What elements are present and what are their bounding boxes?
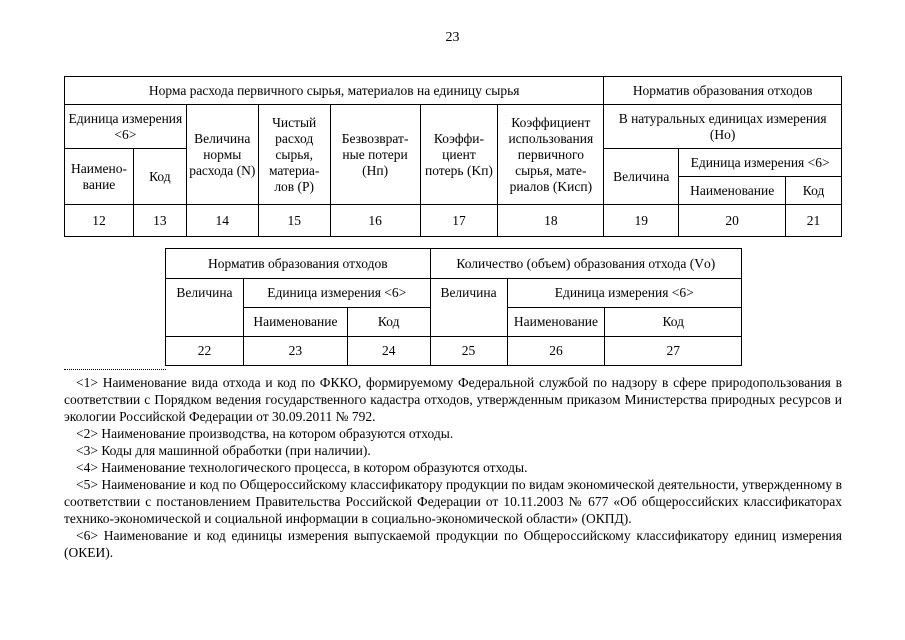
header-waste-value: Величина (604, 149, 679, 205)
header-norm-unit: Единица измерения <6> (243, 279, 430, 308)
header-waste-norm: Норматив образования отходов (166, 249, 431, 279)
header-unit-name: Наимено-вание (65, 149, 134, 205)
column-number: 25 (430, 337, 507, 366)
header-natural-units: В натуральных единицах измерения (Hо) (604, 105, 842, 149)
column-number: 18 (498, 205, 604, 237)
footnote-2: <2> Наименование производства, на котором образуются отходы. (76, 426, 454, 441)
column-number: 23 (243, 337, 347, 366)
header-unit-code: Код (133, 149, 186, 205)
footnote-1: <1> Наименование вида отхода и код по ФККО, формируемому Федеральной службой по надзору в сфере природопользования в соответствии с Порядком ведения государственного кадастра отходов, утвержденным приказом Министерства природных ресурсов и экологии Российской Федерации от 30.09.2011 № 792. (64, 375, 842, 424)
header-usage-coefficient: Коэффициент использования первичного сырья, мате-риалов (Kисп) (498, 105, 604, 205)
header-irrecoverable-loss: Безвозврат-ные потери (Hп) (330, 105, 420, 205)
column-number: 22 (166, 337, 244, 366)
waste-quantity-table (165, 248, 742, 366)
header-norm-unit-code: Код (347, 308, 430, 337)
column-number: 16 (330, 205, 420, 237)
footnote-6: <6> Наименование и код единицы измерения выпускаемой продукции по Общероссийскому классификатору единиц измерения (ОКЕИ). (64, 528, 842, 560)
column-number: 13 (133, 205, 186, 237)
page-number: 23 (445, 30, 460, 45)
footnote-3: <3> Коды для машинной обработки (при наличии). (76, 443, 371, 458)
header-waste-unit-code: Код (786, 177, 842, 205)
footnote-5: <5> Наименование и код по Общероссийскому классификатору продукции по видам экономической деятельности, утвержденному в соответствии с постановлением Правительства Российской Федерации от 10.11.2003 № 677 «Об общероссийских классификаторах технико-экономической и социальной информации в социально-экономической области» (ОКПД). (64, 477, 842, 526)
header-quantity-unit-code: Код (605, 308, 742, 337)
header-quantity-value: Величина (430, 279, 507, 337)
header-quantity-unit: Единица измерения <6> (507, 279, 742, 308)
header-waste-quantity: Количество (объем) образования отхода (Vо) (430, 249, 741, 279)
column-number: 17 (420, 205, 498, 237)
header-norm-unit-name: Наименование (243, 308, 347, 337)
column-number: 19 (604, 205, 679, 237)
column-number: 26 (507, 337, 605, 366)
header-norm-value: Величина нормы расхода (N) (186, 105, 258, 205)
header-norm-value: Величина (166, 279, 244, 337)
header-consumption-norm: Норма расхода первичного сырья, материалов на единицу сырья (65, 77, 604, 105)
footnote-4: <4> Наименование технологического процесса, в котором образуются отходы. (76, 460, 528, 475)
consumption-norm-table (64, 76, 842, 237)
header-unit: Единица измерения <6> (65, 105, 187, 149)
column-number: 12 (65, 205, 134, 237)
header-waste-unit-name: Наименование (679, 177, 786, 205)
header-loss-coefficient: Коэффи-циент потерь (Kп) (420, 105, 498, 205)
column-number: 24 (347, 337, 430, 366)
column-number: 14 (186, 205, 258, 237)
column-number: 20 (679, 205, 786, 237)
column-number: 21 (786, 205, 842, 237)
footnote-separator (64, 369, 166, 370)
header-waste-norm: Норматив образования отходов (604, 77, 842, 105)
header-net-use: Чистый расход сырья, материа-лов (P) (258, 105, 330, 205)
column-number: 27 (605, 337, 742, 366)
column-number: 15 (258, 205, 330, 237)
footnotes (64, 374, 842, 561)
header-waste-unit: Единица измерения <6> (679, 149, 842, 177)
header-quantity-unit-name: Наименование (507, 308, 605, 337)
